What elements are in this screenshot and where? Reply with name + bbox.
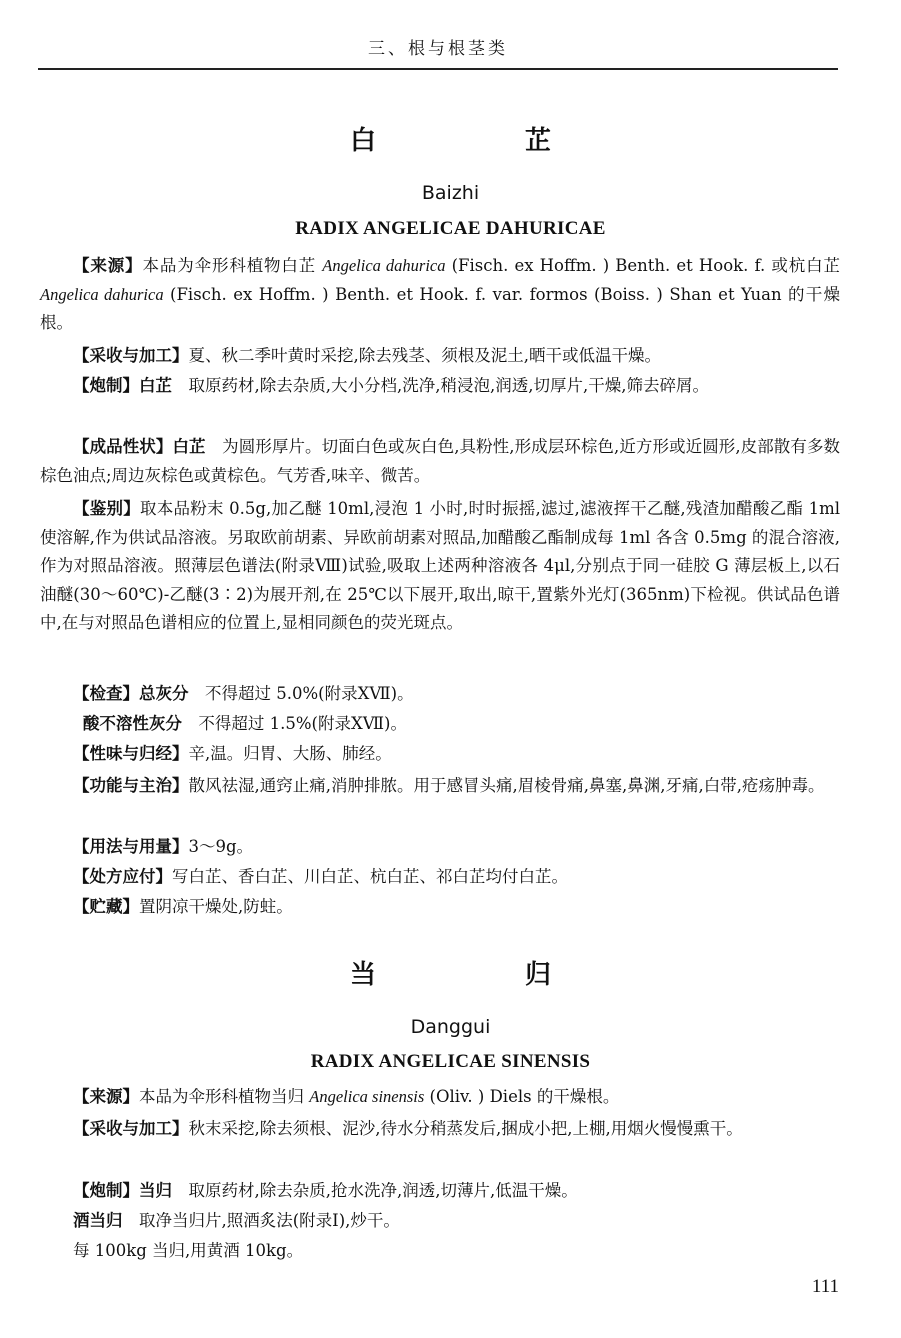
prescription-paragraph xyxy=(40,863,840,892)
source-paragraph xyxy=(40,1083,840,1112)
source-text: 本品为伞形科植物白芷 xyxy=(142,256,323,275)
process-label: 【炮制】 xyxy=(73,1181,139,1200)
check-paragraph-2 xyxy=(40,710,841,739)
scientific-name: Angelica dahurica xyxy=(322,256,446,275)
check-paragraph xyxy=(40,680,840,709)
check-text: 不得超过 5.0%(附录ⅩⅦ)。 xyxy=(188,684,414,703)
check-subheading: 总灰分 xyxy=(139,684,189,703)
product-paragraph xyxy=(40,433,840,490)
running-header: 三、根与根茎类 xyxy=(368,39,508,59)
header-rule xyxy=(38,68,838,70)
source-text: 本品为伞形科植物当归 xyxy=(139,1087,310,1106)
entry-pinyin: Danggui xyxy=(410,1016,491,1038)
dosage-paragraph xyxy=(40,833,840,862)
dosage-label: 【用法与用量】 xyxy=(73,837,189,856)
source-label: 【来源】 xyxy=(73,256,143,275)
process-text: 取原药材,除去杂质,抢水洗净,润透,切薄片,低温干燥。 xyxy=(172,1181,578,1200)
scientific-name: Angelica dahurica xyxy=(40,284,164,304)
process-paragraph xyxy=(40,1177,840,1206)
wine-process-subheading: 酒当归 xyxy=(73,1211,123,1230)
harvest-paragraph xyxy=(40,342,840,371)
check-label: 【检查】 xyxy=(73,684,139,703)
process-subheading: 白芷 xyxy=(139,376,172,395)
identification-label: 【鉴别】 xyxy=(73,499,140,518)
process-paragraph xyxy=(40,372,840,401)
entry-latin-name: RADIX ANGELICAE SINENSIS xyxy=(310,1051,591,1072)
source-text: (Oliv. ) Diels 的干燥根。 xyxy=(424,1087,620,1106)
nature-paragraph xyxy=(40,740,840,769)
check-text: 不得超过 1.5%(附录ⅩⅦ)。 xyxy=(181,714,407,733)
process-subheading: 当归 xyxy=(139,1181,172,1200)
storage-label: 【贮藏】 xyxy=(73,897,139,916)
wine-ratio-paragraph xyxy=(40,1237,840,1266)
harvest-label: 【采收与加工】 xyxy=(73,1119,189,1138)
harvest-paragraph xyxy=(40,1115,840,1144)
nature-text: 辛,温。归胃、大肠、肺经。 xyxy=(188,744,392,763)
prescription-text: 写白芷、香白芷、川白芷、杭白芷、祁白芷均付白芷。 xyxy=(172,867,568,886)
wine-process-paragraph xyxy=(40,1207,840,1236)
nature-label: 【性味与归经】 xyxy=(73,744,189,763)
process-label: 【炮制】 xyxy=(73,376,139,395)
identification-paragraph xyxy=(40,495,840,638)
process-text: 取原药材,除去杂质,大小分档,洗净,稍浸泡,润透,切厚片,干燥,筛去碎屑。 xyxy=(172,376,709,395)
entry-latin-name: RADIX ANGELICAE DAHURICAE xyxy=(295,218,606,239)
check-subheading: 酸不溶性灰分 xyxy=(82,714,182,733)
storage-paragraph xyxy=(40,893,840,922)
harvest-label: 【采收与加工】 xyxy=(73,346,189,365)
dosage-text: 3～9g。 xyxy=(188,837,254,856)
product-subheading: 白芷 xyxy=(172,437,206,456)
wine-process-text: 取净当归片,照酒炙法(附录Ⅰ),炒干。 xyxy=(122,1211,400,1230)
source-paragraph xyxy=(40,252,840,338)
scientific-name: Angelica sinensis xyxy=(309,1087,425,1106)
entry-title: 白 芷 xyxy=(349,126,622,156)
product-label: 【成品性状】 xyxy=(73,437,173,456)
source-text: (Fisch. ex Hoffm. ) Benth. et Hook. f. 或杭白芷 xyxy=(445,256,840,275)
storage-text: 置阴凉干燥处,防蛀。 xyxy=(139,897,293,916)
source-text: (Fisch. ex Hoffm. ) Benth. et Hook. f. var. formos (Boiss. ) Shan et Yuan 的干燥根。 xyxy=(40,284,840,332)
function-text: 散风祛湿,通窍止痛,消肿排脓。用于感冒头痛,眉棱骨痛,鼻塞,鼻渊,牙痛,白带,疮疡肿毒。 xyxy=(188,776,825,795)
harvest-text: 夏、秋二季叶黄时采挖,除去残茎、须根及泥土,晒干或低温干燥。 xyxy=(188,346,661,365)
product-text: 为圆形厚片。切面白色或灰白色,具粉性,形成层环棕色,近方形或近圆形,皮部散有多数棕色油点;周边灰棕色或黄棕色。气芳香,味辛、微苦。 xyxy=(40,437,841,485)
entry-title: 当 归 xyxy=(349,960,622,990)
function-paragraph xyxy=(40,772,840,801)
source-label: 【来源】 xyxy=(73,1087,139,1106)
function-label: 【功能与主治】 xyxy=(73,776,189,795)
wine-ratio-text: 每 100kg 当归,用黄酒 10kg。 xyxy=(73,1241,304,1260)
prescription-label: 【处方应付】 xyxy=(73,867,172,886)
entry-pinyin: Baizhi xyxy=(421,182,480,204)
harvest-text: 秋末采挖,除去须根、泥沙,待水分稍蒸发后,捆成小把,上棚,用烟火慢慢熏干。 xyxy=(188,1119,743,1138)
identification-text: 取本品粉末 0.5g,加乙醚 10ml,浸泡 1 小时,时时振摇,滤过,滤液挥干乙醚,残渣加醋酸乙酯 1ml 使溶解,作为供试品溶液。另取欧前胡素、异欧前胡素对照品,加醋酸乙酯制成每 1ml 各含 0.5mg 的混合溶液,作为对照品溶液。照薄层色谱法(附录Ⅷ)试验,吸取上述两种溶液各 4μl,分别点于同一硅胶 G 薄层板上,以石油醚(30～60℃)-乙醚(3∶2)为展开剂,在 25℃以下展开,取出,晾干,置紫外光灯(365nm)下检视。供试品色谱中,在与对照品色谱相应的位置上,显相同颜色的荧光斑点。 xyxy=(40,499,841,632)
page-number: 111 xyxy=(811,1276,839,1297)
